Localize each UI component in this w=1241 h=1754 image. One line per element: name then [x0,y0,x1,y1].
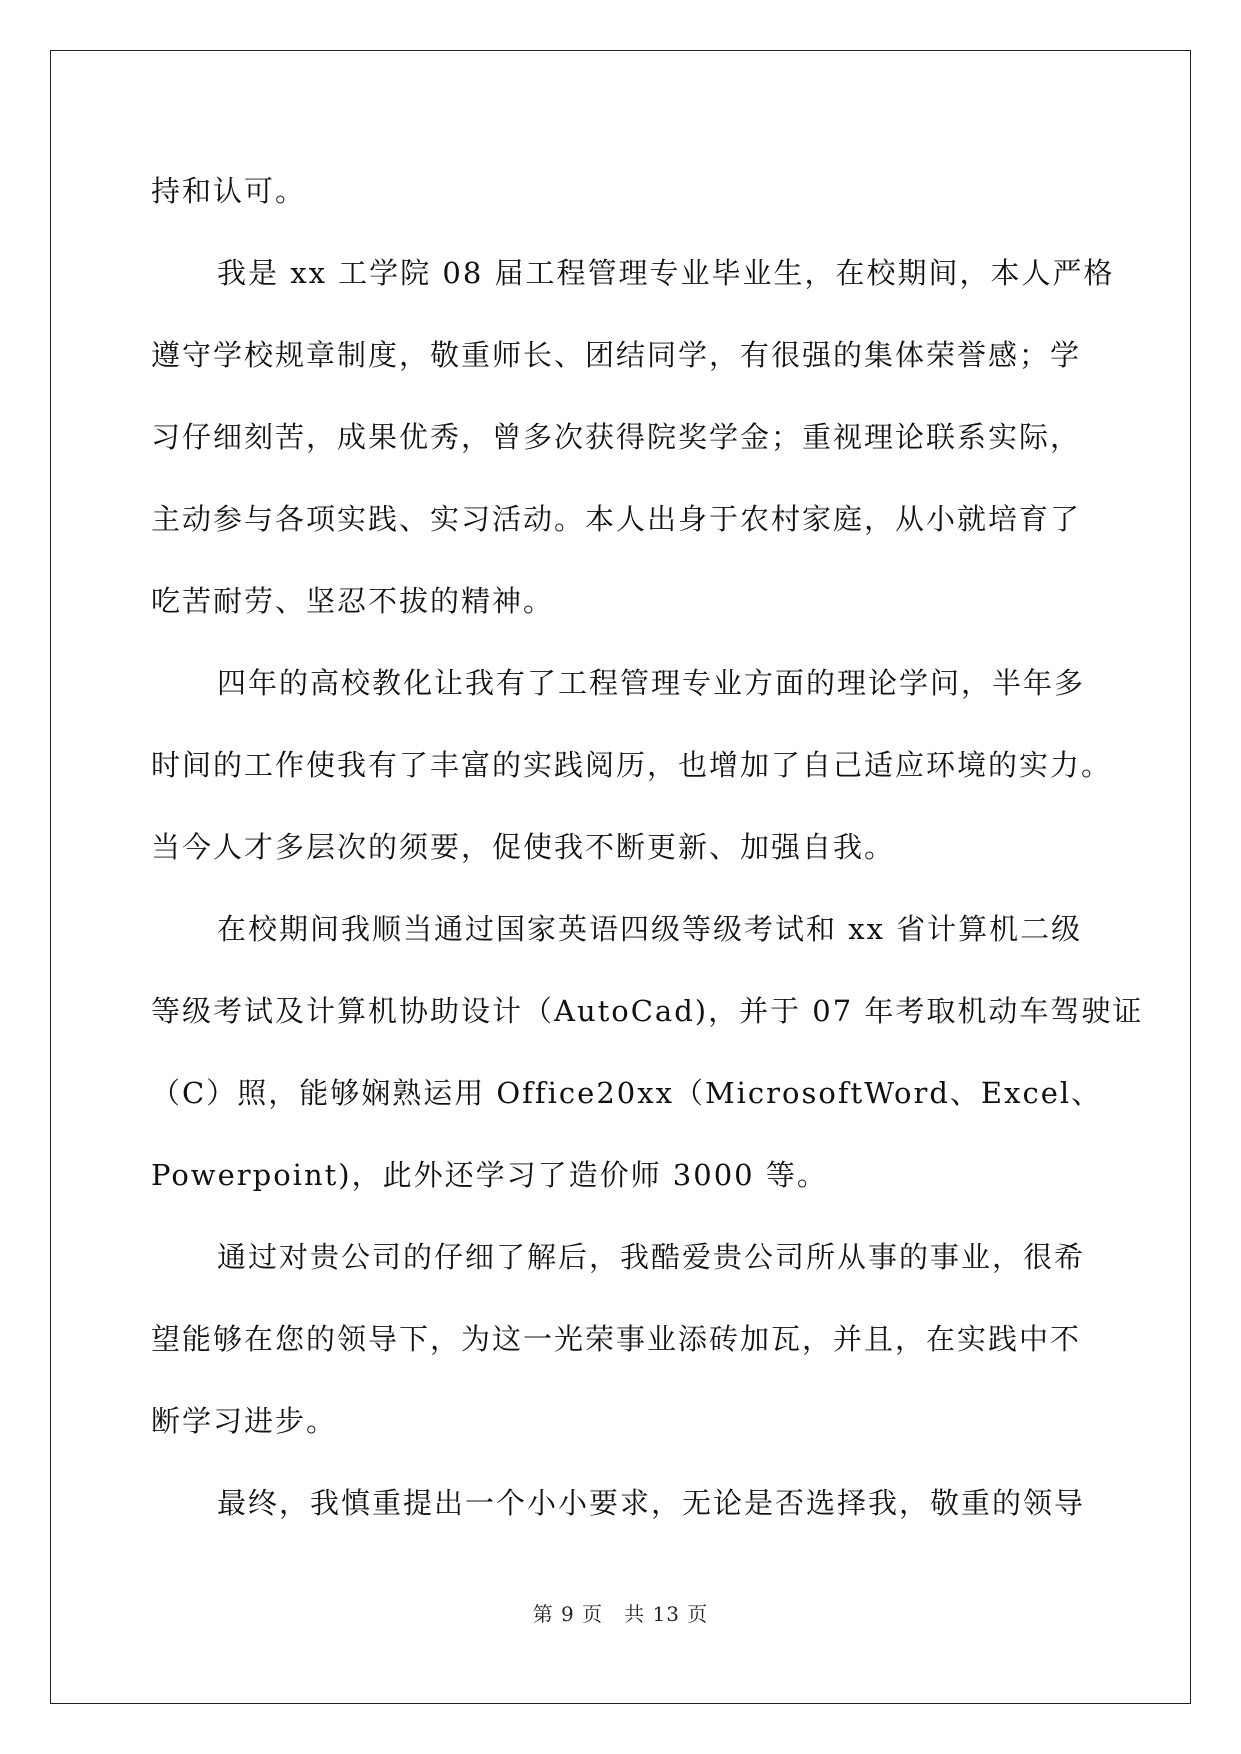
text-line: 我是 xx 工学院 08 届工程管理专业毕业生，在校期间，本人严格 [217,256,1115,290]
text-line: Powerpoint)，此外还学习了造价师 3000 等。 [151,1158,828,1192]
text-line: 最终，我慎重提出一个小小要求，无论是否选择我，敬重的领导 [217,1486,1086,1520]
text-line: 主动参与各项实践、实习活动。本人出身于农村家庭，从小就培育了 [151,502,1082,536]
text-line: 持和认可。 [151,174,307,208]
text-line: 遵守学校规章制度，敬重师长、团结同学，有很强的集体荣誉感；学 [151,338,1082,372]
text-line: 习仔细刻苦，成果优秀，曾多次获得院奖学金；重视理论联系实际， [151,420,1082,454]
text-line: 吃苦耐劳、坚忍不拔的精神。 [151,584,555,618]
text-line: 通过对贵公司的仔细了解后，我酷爱贵公司所从事的事业，很希 [217,1240,1086,1274]
text-line: 时间的工作使我有了丰富的实践阅历，也增加了自己适应环境的实力。 [151,748,1113,782]
text-line: 四年的高校教化让我有了工程管理专业方面的理论学问，半年多 [217,666,1086,700]
text-line: 在校期间我顺当通过国家英语四级等级考试和 xx 省计算机二级 [217,912,1083,946]
text-line: （C）照，能够娴熟运用 Office20xx（MicrosoftWord、Excel、 [151,1076,1103,1110]
text-line: 望能够在您的领导下，为这一光荣事业添砖加瓦，并且，在实践中不 [151,1322,1082,1356]
document-body [151,150,1144,1544]
text-line: 断学习进步。 [151,1404,338,1438]
page-number-footer: 第 9 页 共 13 页 [532,1602,709,1626]
text-line: 当今人才多层次的须要，促使我不断更新、加强自我。 [151,830,896,864]
text-line: 等级考试及计算机协助设计（AutoCad)，并于 07 年考取机动车驾驶证 [151,994,1144,1028]
